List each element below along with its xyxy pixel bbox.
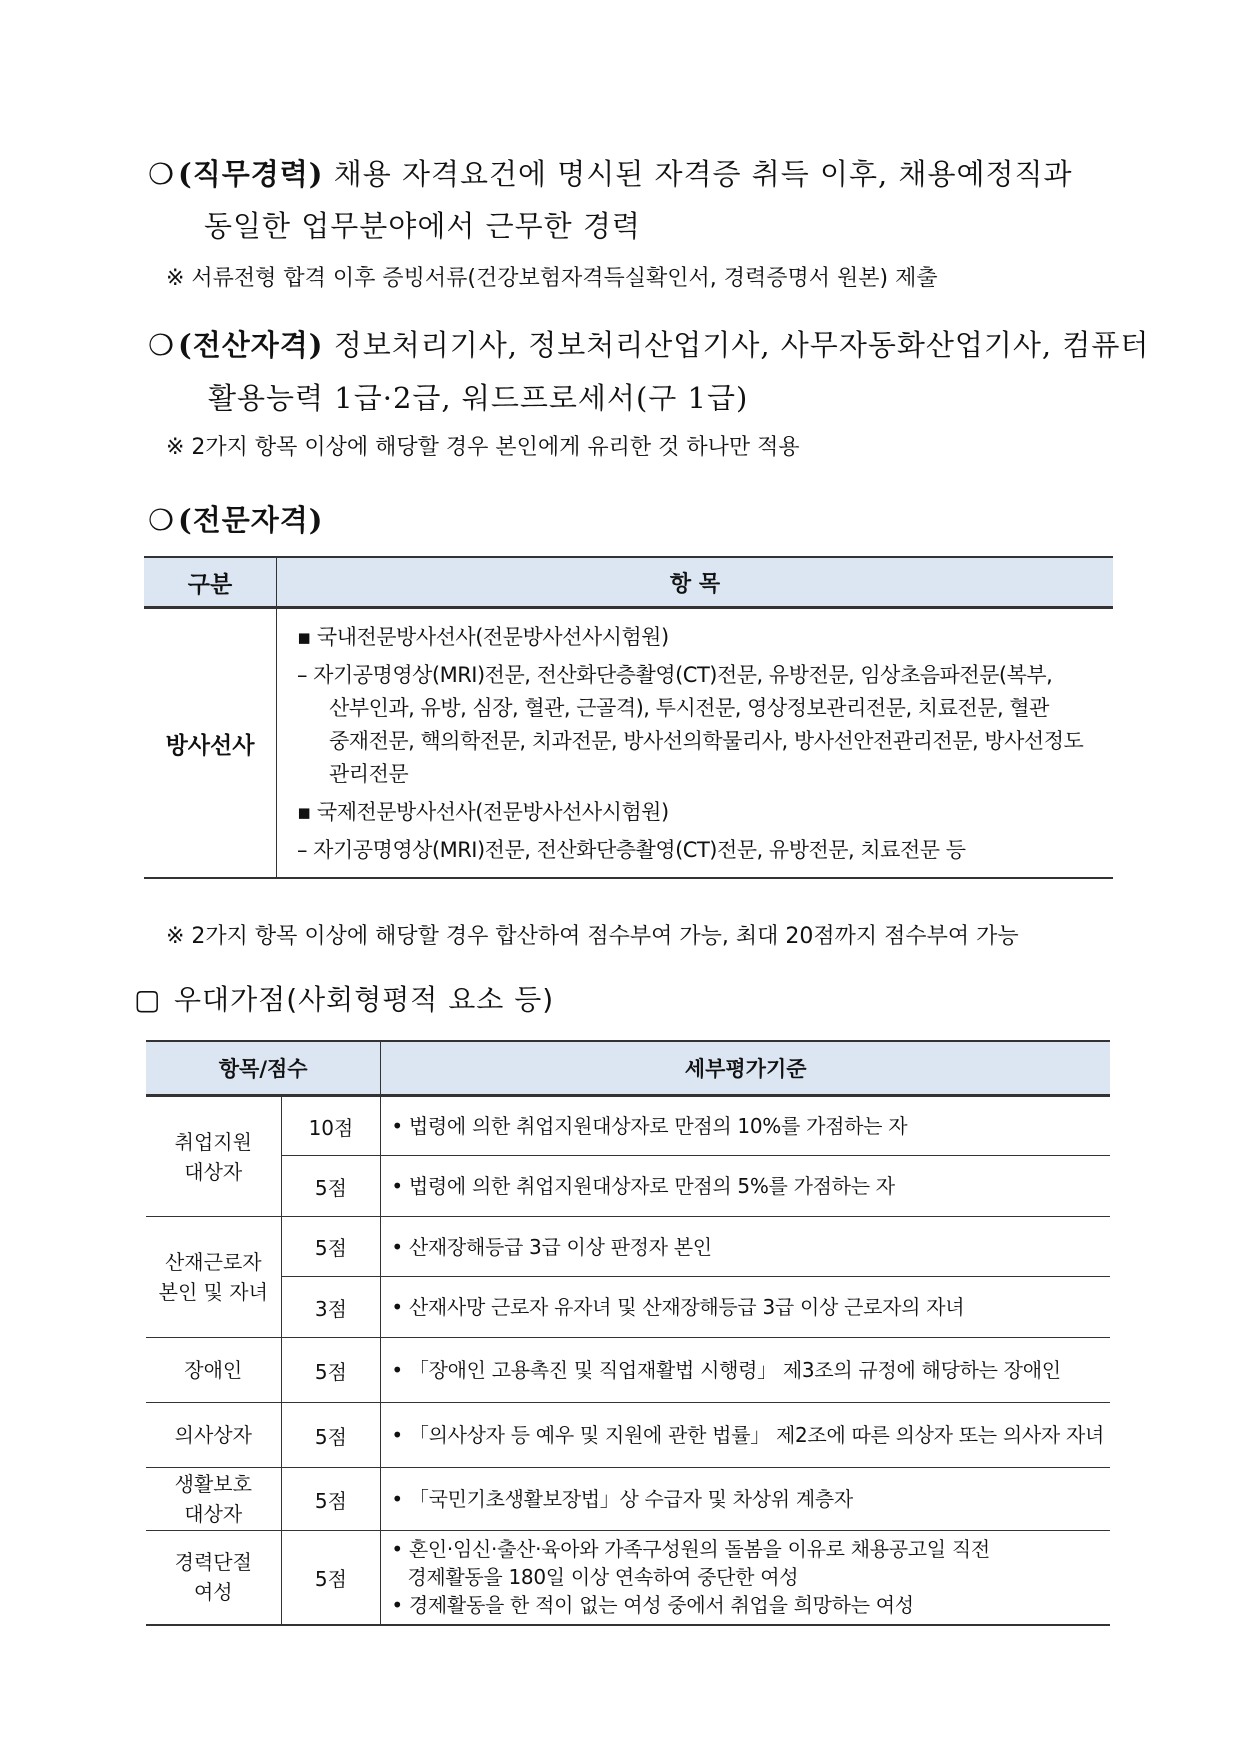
preferential-points-table [146, 1040, 1110, 1626]
items-cell [277, 608, 1114, 879]
section-job-experience [148, 154, 1073, 194]
header-criteria: 세부평가기준 [381, 1041, 1110, 1096]
category-cell: 의사상자 [146, 1403, 281, 1468]
item-line: 산부인과, 유방, 심장, 혈관, 근골격), 투시전문, 영상정보관리전문, 치료전문, 혈관 [329, 696, 1049, 720]
criteria-cell: • 법령에 의한 취업지원대상자로 만점의 5%를 가점하는 자 [381, 1156, 1110, 1217]
section-heading: (전문자격) [178, 503, 324, 537]
criteria-cell: • 혼인·임신·출산·육아와 가족구성원의 돌봄을 이유로 채용공고일 직전 경제활동을 180일 이상 연속하여 중단한 여성 • 경제활동을 한 적이 없는 여성 중에서 취업을 희망하는 여성 [381, 1531, 1110, 1625]
section-text-line2: 활용능력 1급·2급, 워드프로세서(구 1급) [208, 381, 749, 415]
section-heading: (전산자격) [178, 328, 324, 362]
points-cell: 5점 [281, 1468, 381, 1531]
points-cell: 5점 [281, 1403, 381, 1468]
item-line: – 자기공명영상(MRI)전문, 전산화단층촬영(CT)전문, 유방전문, 치료전문 등 [297, 838, 966, 862]
criteria-cell: • 법령에 의한 취업지원대상자로 만점의 10%를 가점하는 자 [381, 1096, 1110, 1156]
points-cell: 5점 [281, 1531, 381, 1625]
square-bullet-icon: ▢ [134, 983, 162, 1016]
row-label: 방사선사 [144, 608, 277, 879]
section-preferential-points [134, 980, 554, 1020]
points-cell: 5점 [281, 1217, 381, 1277]
item-line: ▪ 국내전문방사선사(전문방사선사시험원) [297, 625, 669, 649]
section-professional-certification [148, 500, 324, 540]
section-text: 정보처리기사, 정보처리산업기사, 사무자동화산업기사, 컴퓨터 [323, 328, 1150, 362]
criteria-cell: • 산재사망 근로자 유자녀 및 산재장해등급 3급 이상 근로자의 자녀 [381, 1277, 1110, 1338]
header-item-points: 항목/점수 [146, 1041, 381, 1096]
points-cell: 5점 [281, 1338, 381, 1403]
circle-bullet-icon: ❍ [148, 503, 175, 537]
points-cell: 3점 [281, 1277, 381, 1338]
category-cell: 장애인 [146, 1338, 281, 1403]
note-documents: ※ 서류전형 합격 이후 증빙서류(건강보험자격득실확인서, 경력증명서 원본) 제출 [166, 266, 938, 291]
points-cell: 5점 [281, 1156, 381, 1217]
circle-bullet-icon: ❍ [148, 157, 175, 191]
item-line: – 자기공명영상(MRI)전문, 전산화단층촬영(CT)전문, 유방전문, 임상초음파전문(복부, [297, 663, 1053, 687]
category-cell: 취업지원 대상자 [146, 1096, 281, 1217]
section-heading: (직무경력) [178, 157, 324, 191]
category-cell: 생활보호 대상자 [146, 1468, 281, 1531]
criteria-cell: • 「국민기초생활보장법」상 수급자 및 차상위 계층자 [381, 1468, 1110, 1531]
category-cell: 경력단절 여성 [146, 1531, 281, 1625]
points-cell: 10점 [281, 1096, 381, 1156]
criteria-cell: • 산재장해등급 3급 이상 판정자 본인 [381, 1217, 1110, 1277]
section-heading: 우대가점(사회형평적 요소 등) [174, 983, 555, 1016]
header-category: 구분 [144, 557, 277, 608]
circle-bullet-icon: ❍ [148, 328, 175, 362]
criteria-cell: • 「의사상자 등 예우 및 지원에 관한 법률」 제2조에 따른 의상자 또는 의사자 자녀 [381, 1403, 1110, 1468]
section-text: 채용 자격요건에 명시된 자격증 취득 이후, 채용예정직과 [323, 157, 1073, 191]
note-it: ※ 2가지 항목 이상에 해당할 경우 본인에게 유리한 것 하나만 적용 [166, 435, 800, 460]
item-line: 관리전문 [329, 762, 409, 786]
section-it-certification [148, 325, 1149, 365]
section-text-line2: 동일한 업무분야에서 근무한 경력 [204, 209, 641, 243]
item-line: ▪ 국제전문방사선사(전문방사선사시험원) [297, 800, 669, 824]
criteria-cell: • 「장애인 고용촉진 및 직업재활법 시행령」 제3조의 규정에 해당하는 장애인 [381, 1338, 1110, 1403]
category-cell: 산재근로자 본인 및 자녀 [146, 1217, 281, 1338]
professional-cert-table [144, 556, 1113, 879]
item-line: 중재전문, 핵의학전문, 치과전문, 방사선의학물리사, 방사선안전관리전문, 방사선정도 [329, 729, 1084, 753]
header-items: 항 목 [277, 557, 1114, 608]
note-professional: ※ 2가지 항목 이상에 해당할 경우 합산하여 점수부여 가능, 최대 20점까지 점수부여 가능 [166, 924, 1019, 949]
